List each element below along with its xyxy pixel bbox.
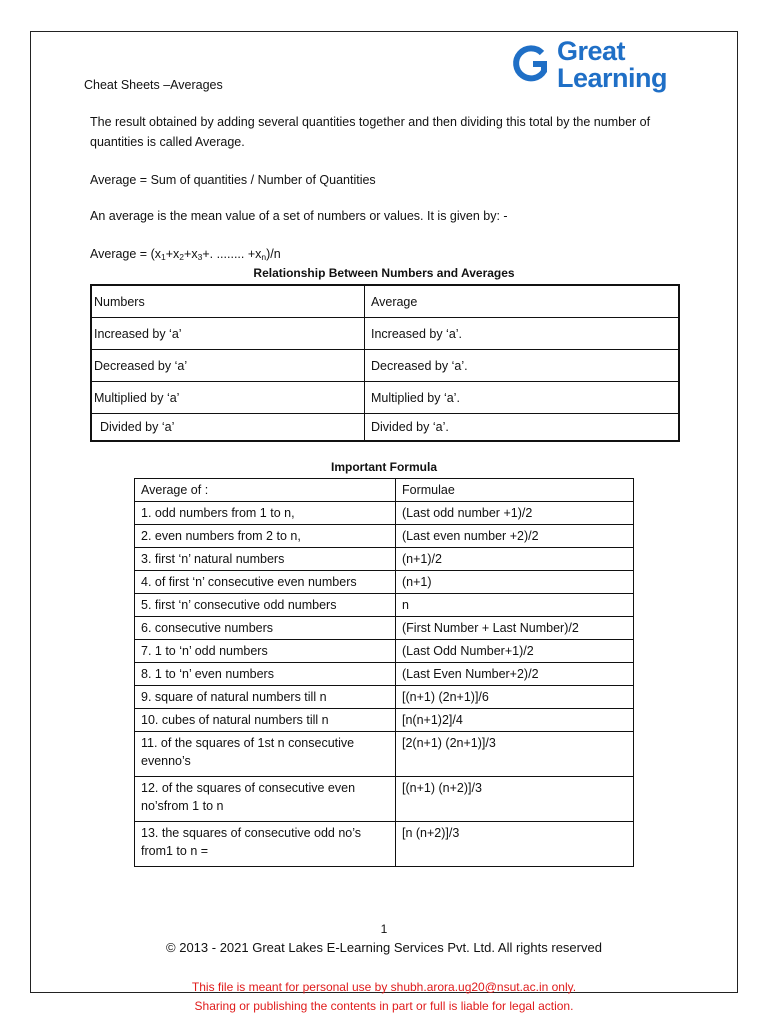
table-cell: 12. of the squares of consecutive even no’sfrom 1 to n (135, 777, 396, 822)
table-cell: Multiplied by ‘a’. (365, 382, 680, 414)
formula-table-title: Important Formula (330, 460, 437, 474)
table-cell: n (396, 594, 634, 617)
table-cell: [(n+1) (2n+1)]/6 (396, 686, 634, 709)
logo-text (557, 38, 667, 92)
table-row (135, 822, 634, 867)
relationship-table (90, 284, 680, 442)
table-cell: 4. of first ‘n’ consecutive even numbers (135, 571, 396, 594)
table-cell: 10. cubes of natural numbers till n (135, 709, 396, 732)
great-learning-logo (511, 38, 676, 96)
relationship-table-title: Relationship Between Numbers and Averages (253, 266, 515, 280)
copyright-text: © 2013 - 2021 Great Lakes E-Learning Services Pvt. Ltd. All rights reserved (166, 940, 602, 955)
table-row (91, 318, 679, 350)
table-row (135, 686, 634, 709)
table-row (135, 617, 634, 640)
table-row (91, 382, 679, 414)
table-cell: [n(n+1)2]/4 (396, 709, 634, 732)
header-cell: Formulae (396, 479, 634, 502)
table-cell: Increased by ‘a’ (91, 318, 365, 350)
page-title: Cheat Sheets –Averages (84, 78, 223, 92)
average-expanded-formula: Average = ($x_1+x_2+x_3+$. ........ $+x_n)/n$ (90, 247, 281, 262)
table-row (135, 640, 634, 663)
table-cell: [2(n+1) (2n+1)]/3 (396, 732, 634, 777)
g-logo-icon (511, 44, 551, 84)
table-cell: [n (n+2)]/3 (396, 822, 634, 867)
formula-table (134, 478, 634, 867)
table-cell: 3. first ‘n’ natural numbers (135, 548, 396, 571)
table-row (135, 525, 634, 548)
table-cell: (Last Odd Number+1)/2 (396, 640, 634, 663)
table-cell: [(n+1) (n+2)]/3 (396, 777, 634, 822)
table-row (91, 414, 679, 442)
header-cell: Numbers (91, 285, 365, 318)
table-cell: 5. first ‘n’ consecutive odd numbers (135, 594, 396, 617)
table-cell: Divided by ‘a’ (91, 414, 365, 442)
table-cell: 1. odd numbers from 1 to n, (135, 502, 396, 525)
table-header-row (91, 285, 679, 318)
table-cell: 2. even numbers from 2 to n, (135, 525, 396, 548)
table-row (135, 571, 634, 594)
average-formula: Average = Sum of quantities / Number of Quantities (90, 173, 376, 187)
usage-notice-line2: Sharing or publishing the contents in part or full is liable for legal action. (194, 999, 574, 1013)
table-cell: Decreased by ‘a’ (91, 350, 365, 382)
header-cell: Average (365, 285, 680, 318)
table-cell: (n+1) (396, 571, 634, 594)
table-row (135, 777, 634, 822)
page-number: 1 (380, 922, 388, 936)
table-cell: Multiplied by ‘a’ (91, 382, 365, 414)
table-cell: Divided by ‘a’. (365, 414, 680, 442)
table-row (135, 732, 634, 777)
table-cell: (Last Even Number+2)/2 (396, 663, 634, 686)
table-cell: 11. of the squares of 1st n consecutive evenno’s (135, 732, 396, 777)
table-cell: 6. consecutive numbers (135, 617, 396, 640)
table-cell: 8. 1 to ‘n’ even numbers (135, 663, 396, 686)
table-cell: 9. square of natural numbers till n (135, 686, 396, 709)
logo-line-great: Great (557, 36, 626, 66)
logo-line-learning: Learning (557, 63, 668, 93)
table-cell: 13. the squares of consecutive odd no’s from1 to n = (135, 822, 396, 867)
header-cell: Average of : (135, 479, 396, 502)
definition-text: The result obtained by adding several quantities together and then dividing this total by the number of quantities is called Average. (90, 115, 651, 149)
table-row (135, 594, 634, 617)
mean-description: An average is the mean value of a set of numbers or values. It is given by: - (90, 209, 508, 223)
usage-notice-line1: This file is meant for personal use by shubh.arora.ug20@nsut.ac.in only. (191, 980, 577, 994)
table-row (135, 548, 634, 571)
table-cell: (Last odd number +1)/2 (396, 502, 634, 525)
table-cell: (Last even number +2)/2 (396, 525, 634, 548)
table-cell: (n+1)/2 (396, 548, 634, 571)
table-cell: Increased by ‘a’. (365, 318, 680, 350)
table-cell: Decreased by ‘a’. (365, 350, 680, 382)
table-cell: (First Number + Last Number)/2 (396, 617, 634, 640)
table-row (135, 502, 634, 525)
table-row (135, 709, 634, 732)
table-header-row (135, 479, 634, 502)
table-row (91, 350, 679, 382)
table-row (135, 663, 634, 686)
table-cell: 7. 1 to ‘n’ odd numbers (135, 640, 396, 663)
